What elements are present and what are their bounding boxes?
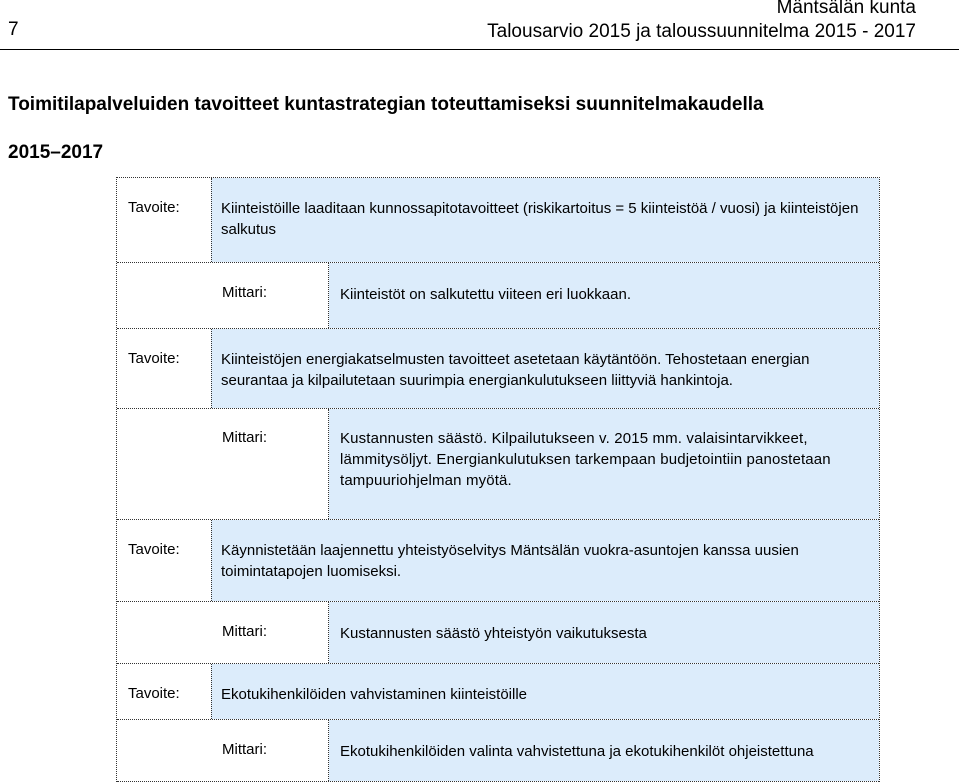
goal-label: Tavoite: [117,664,211,719]
goal-row [117,178,879,263]
goal-label: Tavoite: [117,329,211,408]
goal-text: Ekotukihenkilöiden vahvistaminen kiinteistöille [211,664,879,719]
running-header [487,0,916,43]
meter-row [117,409,879,520]
goal-label: Tavoite: [117,520,211,601]
meter-text: Kustannusten säästö. Kilpailutukseen v. 2015 mm. valaisintarvikkeet, lämmitysöljyt. Energiankulutuksen tarkempaan budjetointiin panostetaan tampuuriohjelman myötä. [329,409,879,519]
meter-label: Mittari: [117,263,329,328]
meter-text: Kiinteistöt on salkutettu viiteen eri luokkaan. [329,263,879,328]
header-rule [0,49,959,50]
meter-row [117,263,879,329]
section-years: 2015–2017 [8,142,104,163]
document-title: Talousarvio 2015 ja taloussuunnitelma 2015 - 2017 [487,21,916,42]
goal-row [117,329,879,409]
section-title: Toimitilapalveluiden tavoitteet kuntastrategian toteuttamiseksi suunnitelmakaudella [8,94,764,115]
meter-text: Kustannusten säästö yhteistyön vaikutuksesta [329,602,879,663]
goal-text: Käynnistetään laajennettu yhteistyöselvitys Mäntsälän vuokra-asuntojen kanssa uusien toimintatapojen luomiseksi. [211,520,879,601]
goal-row [117,520,879,602]
meter-label: Mittari: [117,720,329,781]
organization-name: Mäntsälän kunta [776,0,916,18]
meter-text: Ekotukihenkilöiden valinta vahvistettuna ja ekotukihenkilöt ohjeistettuna [329,720,879,781]
goal-text: Kiinteistöille laaditaan kunnossapitotavoitteet (riskikartoitus = 5 kiinteistöä / vuosi) ja kiinteistöjen salkutus [211,178,879,262]
goal-row [117,664,879,720]
goal-label: Tavoite: [117,178,211,262]
goal-text: Kiinteistöjen energiakatselmusten tavoitteet asetetaan käytäntöön. Tehostetaan energian seurantaa ja kilpailutetaan suurimpia energiankulutukseen liittyviä hankintoja. [211,329,879,408]
meter-row [117,602,879,664]
page-number: 7 [8,19,19,40]
meter-row [117,720,879,782]
meter-label: Mittari: [117,602,329,663]
goals-table [116,177,880,782]
meter-label: Mittari: [117,409,329,519]
